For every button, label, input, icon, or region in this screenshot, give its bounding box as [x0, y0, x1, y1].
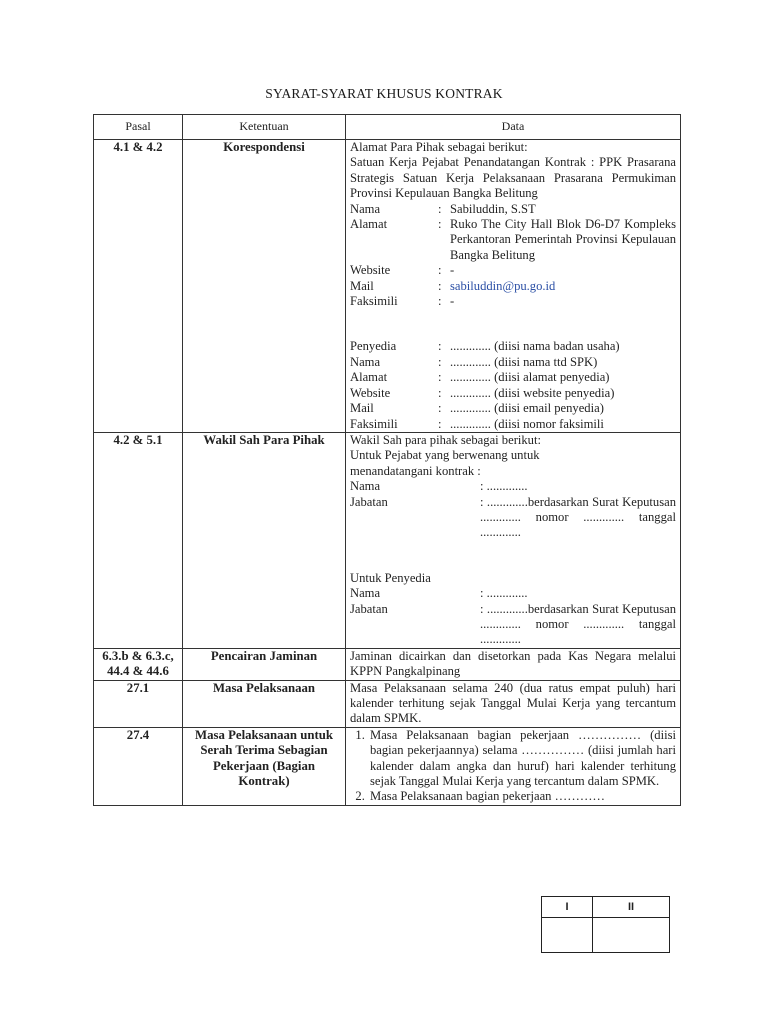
intro-text: Wakil Sah para pihak sebagai berikut: [350, 432, 541, 447]
penyedia-field: Jabatan : .............berdasarkan Surat Keputusan ............. nomor ............. tanggal ............. [350, 601, 676, 647]
ketentuan-cell: Masa Pelaksanaan [183, 680, 346, 727]
ppk-field: Website : - [350, 263, 455, 278]
ketentuan-cell: Pencairan Jaminan [183, 648, 346, 680]
header-ketentuan: Ketentuan [183, 115, 346, 140]
table-header-row [94, 115, 681, 140]
ppk-field: Alamat : Ruko The City Hall Blok D6-D7 Kompleks Perkantoran Pemerintah Provinsi Kepulauan Bangka Belitung [350, 217, 676, 262]
ketentuan-cell: Wakil Sah Para Pihak [183, 432, 346, 648]
data-cell [346, 432, 681, 648]
header-pasal: Pasal [94, 115, 183, 140]
penyedia-field: Faksimili : ............. (diisi nomor faksimili [350, 416, 604, 431]
table-row [94, 432, 681, 648]
intro-text: Alamat Para Pihak sebagai berikut: [350, 140, 528, 154]
penyedia-field: Alamat : ............. (diisi alamat penyedia) [350, 370, 610, 385]
paraf-header-i: I [542, 897, 593, 918]
email-link[interactable]: sabiluddin@pu.go.id [450, 278, 556, 293]
pasal-cell: 27.1 [94, 680, 183, 727]
numbered-list [350, 728, 676, 805]
paraf-table [541, 896, 670, 953]
pejabat-field: Jabatan : .............berdasarkan Surat Keputusan ............. nomor ............. tanggal ............. [350, 494, 676, 540]
pejabat-field: Nama : ............. [350, 479, 528, 494]
ppk-field: Mail : sabiluddin@pu.go.id [350, 279, 676, 294]
table-row [94, 727, 681, 805]
penyedia-field: Nama : ............. [350, 586, 528, 601]
header-data: Data [346, 115, 681, 140]
pasal-cell: 27.4 [94, 727, 183, 805]
table-row [94, 680, 681, 727]
page-title: SYARAT-SYARAT KHUSUS KONTRAK [265, 86, 503, 101]
ketentuan-cell: Korespondensi [183, 140, 346, 433]
ppk-field: Faksimili : - [350, 294, 455, 309]
ketentuan-cell: Masa Pelaksanaan untuk Serah Terima Sebagian Pekerjaan (Bagian Kontrak) [183, 727, 346, 805]
list-item: 1. Masa Pelaksanaan bagian pekerjaan …………… (diisi bagian pekerjaannya) selama …………… (diisi jumlah hari kalender dalam angka dan huruf) hari kalender terhitung sejak Tanggal Mulai Kerja yang tercantum dalam SPMK. [368, 728, 676, 790]
penyedia-field: Nama : ............. (diisi nama ttd SPK) [350, 354, 598, 369]
pejabat-heading: Untuk Pejabat yang berwenang untuk menandatangani kontrak : [350, 448, 540, 478]
list-item: 2. Masa Pelaksanaan bagian pekerjaan ………… [368, 789, 676, 804]
paraf-box-ii[interactable] [593, 918, 670, 953]
data-cell [346, 727, 681, 805]
satker-text: Satuan Kerja Pejabat Penandatangan Kontrak : PPK Prasarana Strategis Satuan Kerja Pelaksanaan Prasarana Permukiman Provinsi Kepulauan Bangka Belitung [350, 155, 676, 201]
penyedia-heading: Untuk Penyedia [350, 570, 431, 585]
table-row [94, 648, 681, 680]
penyedia-field: Penyedia : ............. (diisi nama badan usaha) [350, 339, 620, 354]
data-cell: Masa Pelaksanaan selama 240 (dua ratus empat puluh) hari kalender terhitung sejak Tanggal Mulai Kerja yang tercantum dalam SPMK. [346, 680, 681, 727]
pasal-cell: 4.1 & 4.2 [94, 140, 183, 433]
pasal-cell: 4.2 & 5.1 [94, 432, 183, 648]
table-row [94, 140, 681, 433]
penyedia-field: Website : ............. (diisi website penyedia) [350, 385, 615, 400]
pasal-cell: 6.3.b & 6.3.c, 44.4 & 44.6 [94, 648, 183, 680]
data-cell: Jaminan dicairkan dan disetorkan pada Kas Negara melalui KPPN Pangkalpinang [346, 648, 681, 680]
penyedia-field: Mail : ............. (diisi email penyedia) [350, 401, 604, 416]
data-cell [346, 140, 681, 433]
ppk-field: Nama : Sabiluddin, S.ST [350, 201, 536, 216]
contract-table [93, 114, 681, 806]
paraf-header-ii: II [593, 897, 670, 918]
paraf-box-i[interactable] [542, 918, 593, 953]
